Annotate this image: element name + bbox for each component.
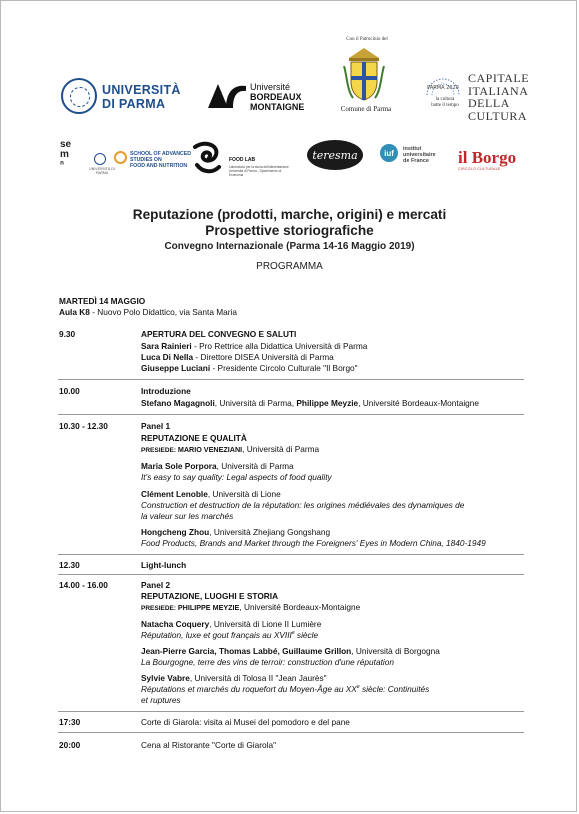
logo-line: FOOD AND NUTRITION bbox=[130, 163, 188, 169]
divider bbox=[58, 414, 524, 415]
talk-title-part: siècle bbox=[294, 630, 319, 640]
panel-label: Panel 2 bbox=[141, 580, 171, 590]
logo-line: universitaire bbox=[403, 152, 436, 158]
logo-line: DELLA bbox=[468, 96, 510, 110]
programma-heading: PROGRAMMA bbox=[256, 261, 323, 272]
food-lab-description: Laboratorio per la storia dell'alimentazione Università di Parma - Dipartimento di Economia bbox=[229, 165, 289, 177]
session-time: 9.30 bbox=[59, 329, 76, 339]
speaker-affiliation: , Università di Lione bbox=[207, 489, 281, 499]
speaker-line bbox=[141, 489, 281, 499]
speaker-role: - Direttore DISEA Università di Parma bbox=[193, 352, 334, 362]
speaker-line bbox=[141, 619, 321, 629]
document-title-line2: Prospettive storiografiche bbox=[205, 223, 374, 238]
talk-title: Food Products, Brands and Market through the Foreigners' Eyes in Modern China, 1840-1949 bbox=[141, 538, 486, 548]
chair-name: PHILIPPE MEYZIE bbox=[177, 603, 240, 612]
speaker-role: - Presidente Circolo Culturale "Il Borgo" bbox=[210, 363, 358, 373]
speaker-name: Clément Lenoble bbox=[141, 489, 208, 499]
logo-line: BORDEAUX bbox=[250, 92, 302, 102]
document-title: Reputazione (prodotti, marche, origini) e mercati bbox=[132, 207, 447, 222]
chair-label: PRESIEDE: bbox=[141, 605, 178, 612]
school-food-nutrition-logo bbox=[130, 151, 191, 169]
session-title: APERTURA DEL CONVEGNO E SALUTI bbox=[141, 329, 297, 339]
divider bbox=[58, 574, 524, 575]
session-title: Cena al Ristorante "Corte di Giarola" bbox=[141, 740, 277, 750]
conference-subtitle: Convegno Internazionale (Parma 14-16 Maggio 2019) bbox=[164, 241, 415, 252]
room-name: Aula K8 bbox=[59, 307, 90, 317]
speaker-affiliation: , Università di Lione II Lumière bbox=[209, 619, 322, 629]
logo-line: UNIVERSITÀ bbox=[102, 83, 181, 97]
p2020-mark-label: PARMA 2020 bbox=[427, 85, 459, 91]
logo-line: DI PARMA bbox=[102, 97, 166, 111]
speaker-line bbox=[141, 646, 440, 656]
session-time: 10.30 - 12.30 bbox=[59, 421, 108, 431]
speaker-line bbox=[141, 461, 294, 471]
speaker-name: Giuseppe Luciani bbox=[141, 363, 211, 373]
talk-title-part: Réputation, luxe et gout français au XVIII bbox=[141, 630, 292, 640]
speaker-line bbox=[141, 673, 327, 683]
logo-line: la cultura bbox=[435, 97, 455, 102]
speaker-line bbox=[141, 398, 479, 408]
logo-line: ITALIANA bbox=[468, 83, 529, 98]
chair-affiliation: , Università di Parma bbox=[242, 444, 320, 454]
session-title: Light-lunch bbox=[141, 560, 187, 570]
session-time: 10.00 bbox=[59, 386, 80, 396]
comune-di-parma-label: Comune di Parma bbox=[340, 105, 392, 113]
speaker-name: Luca Di Nella bbox=[141, 352, 194, 362]
logo-line: institut bbox=[403, 146, 422, 152]
parma-2020-mark-icon bbox=[424, 67, 462, 97]
speaker-name: Sara Rainieri bbox=[141, 341, 192, 351]
university-of-parma-logo bbox=[102, 83, 181, 111]
divider bbox=[58, 379, 524, 380]
il-borgo-logo: il Borgo bbox=[458, 148, 517, 167]
food-lab-title: FOOD LAB bbox=[229, 157, 256, 163]
divider bbox=[58, 711, 524, 712]
capitale-italiana-cultura-logo bbox=[468, 72, 529, 122]
iuf-mark-icon: iuf bbox=[380, 144, 398, 162]
divider bbox=[58, 732, 524, 733]
teresma-logo: teresma bbox=[307, 140, 363, 170]
room-address: - Nuovo Polo Didattico, via Santa Maria bbox=[89, 307, 237, 317]
session-time: 17:30 bbox=[59, 717, 81, 727]
speaker-line bbox=[141, 341, 367, 351]
speaker-name: Philippe Meyzie bbox=[296, 398, 359, 408]
logo-line: CULTURA bbox=[468, 108, 528, 123]
panel-chair bbox=[141, 602, 360, 614]
university-small-seal-icon bbox=[94, 153, 106, 165]
speaker-affiliation: , Università di Parma, bbox=[214, 398, 297, 408]
superscript: e bbox=[291, 630, 295, 637]
speaker-line bbox=[141, 363, 358, 373]
chair-affiliation: , Université Bordeaux-Montaigne bbox=[239, 602, 361, 612]
school-food-nutrition-seal-icon bbox=[114, 151, 127, 164]
talk-title: Construction et destruction de la réputation: les origines médiévales des dynamiques de bbox=[141, 500, 465, 510]
chair-label: PRESIEDE: bbox=[141, 447, 178, 454]
speaker-name: Natacha Coquery bbox=[141, 619, 210, 629]
speaker-name: Hongcheng Zhou bbox=[141, 527, 210, 537]
talk-title-part: Réputations et marchés du roquefort du Moyen-Âge au XX bbox=[141, 684, 357, 694]
talk-title bbox=[141, 630, 318, 640]
speaker-name: Sylvie Vabre bbox=[141, 673, 190, 683]
talk-title: It's easy to say quality: Legal aspects of food quality bbox=[141, 472, 332, 482]
speaker-affiliation: , Università Zhejiang Gongshang bbox=[209, 527, 331, 537]
session-time: 14.00 - 16.00 bbox=[59, 580, 108, 590]
chair-name: MARIO VENEZIANI bbox=[177, 445, 243, 454]
superscript: e bbox=[356, 684, 360, 691]
talk-title-continued: la valeur sur les marchés bbox=[141, 511, 234, 521]
session-time: 20:00 bbox=[59, 740, 81, 750]
speaker-name: Jean-Pierre Garcia, Thomas Labbé, Guillaume Grillon bbox=[141, 646, 352, 656]
panel-chair bbox=[141, 444, 319, 456]
logo-line: STUDIES ON bbox=[130, 157, 162, 163]
divider bbox=[58, 554, 524, 555]
day-location bbox=[59, 307, 237, 317]
bordeaux-montaigne-mark-icon bbox=[206, 82, 248, 110]
patronage-label: Con il Patrocinio del bbox=[346, 37, 388, 42]
logo-line: batte il tempo bbox=[431, 103, 459, 108]
parma-2020-tagline bbox=[423, 97, 467, 109]
speaker-affiliation: , Università di Tolosa II "Jean Jaurès" bbox=[189, 673, 327, 683]
day-date: MARTEDÌ 14 MAGGIO bbox=[59, 296, 146, 306]
session-time: 12.30 bbox=[59, 560, 80, 570]
il-borgo-subtitle: CIRCOLO CULTURALE bbox=[458, 167, 501, 171]
session-title: Corte di Giarola: visita ai Musei del pomodoro e del pane bbox=[141, 717, 350, 727]
speaker-name: Maria Sole Porpora bbox=[141, 461, 217, 471]
comune-di-parma-crest-icon bbox=[343, 46, 385, 102]
talk-title: La Bourgogne, terre des vins de terroir: construction d'une réputation bbox=[141, 657, 394, 667]
university-of-parma-seal-icon bbox=[61, 78, 97, 114]
university-small-label: UNIVERSITÀ DI PARMA bbox=[89, 167, 115, 175]
speaker-name: Stefano Magagnoli bbox=[141, 398, 215, 408]
logo-line: CAPITALE bbox=[468, 71, 530, 85]
speaker-line bbox=[141, 527, 330, 537]
panel-theme: REPUTAZIONE E QUALITÀ bbox=[141, 433, 247, 443]
bordeaux-montaigne-logo bbox=[250, 82, 304, 112]
logo-line: de France bbox=[403, 158, 429, 164]
talk-title bbox=[141, 684, 429, 694]
institut-universitaire-logo bbox=[403, 146, 436, 164]
speaker-affiliation: , Università di Borgogna bbox=[351, 646, 440, 656]
semiosis-logo: sem ⁿ bbox=[60, 139, 72, 170]
session-title: Introduzione bbox=[141, 386, 191, 396]
talk-title-continued: et ruptures bbox=[141, 695, 181, 705]
speaker-line bbox=[141, 352, 334, 362]
logo-line: MONTAIGNE bbox=[250, 102, 305, 112]
logo-line: Université bbox=[250, 82, 291, 92]
speaker-affiliation: , Université Bordeaux-Montaigne bbox=[358, 398, 479, 408]
talk-title-part: siècle: Continuités bbox=[359, 684, 430, 694]
logo-line: SCHOOL OF ADVANCED bbox=[130, 151, 192, 157]
speaker-affiliation: , Università di Parma bbox=[216, 461, 294, 471]
panel-label: Panel 1 bbox=[141, 421, 171, 431]
food-lab-swirl-icon bbox=[191, 141, 221, 175]
speaker-role: - Pro Rettrice alla Didattica Università di Parma bbox=[191, 341, 368, 351]
panel-theme: REPUTAZIONE, LUOGHI E STORIA bbox=[141, 591, 279, 601]
